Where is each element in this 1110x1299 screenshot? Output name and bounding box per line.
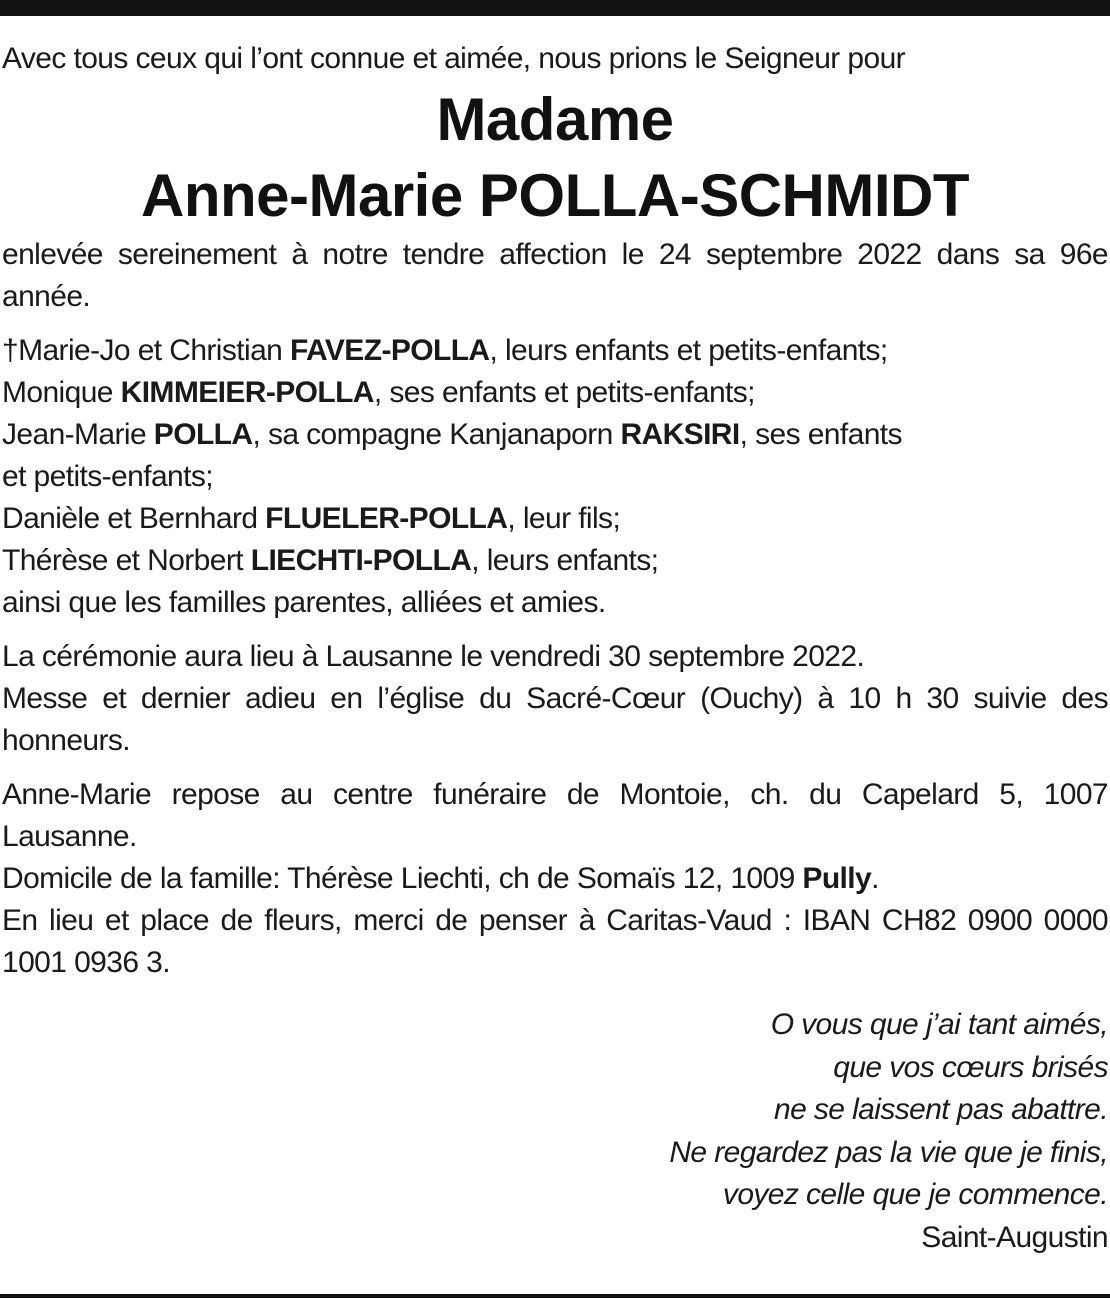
death-notice: enlevée sereinement à notre tendre affection le 24 septembre 2022 dans sa 96e année. [2,238,1108,313]
family-line: Jean-Marie POLLA, sa compagne Kanjanaporn RAKSIRI, ses enfants [2,418,902,451]
name-full: Anne-Marie POLLA-SCHMIDT [141,162,969,229]
details-info [2,774,1108,984]
deceased-name [2,82,1108,234]
ceremony-info [2,636,1108,762]
poem-line: Ne regardez pas la vie que je finis, [669,1135,1108,1169]
family-line: Monique KIMMEIER-POLLA, ses enfants et petits-enfants; [2,376,755,409]
family-line: Danièle et Bernhard FLUELER-POLLA, leur fils; [2,502,621,535]
domicile-text: Domicile de la famille: Thérèse Liechti, ch de Somaïs 12, 1009 Pully. [2,862,879,895]
poem-line: que vos cœurs brisés [833,1050,1108,1084]
poem-line: voyez celle que je commence. [722,1178,1108,1211]
family-line: et petits-enfants; [2,460,213,493]
ceremony-line: La cérémonie aura lieu à Lausanne le vendredi 30 septembre 2022. [2,640,865,673]
name-title: Madame [436,86,674,153]
obituary-notice [2,38,1108,1259]
family-line: †Marie-Jo et Christian FAVEZ-POLLA, leurs enfants et petits-enfants; [2,334,888,367]
ceremony-line: Messe et dernier adieu en l’église du Sacré-Cœur (Ouchy) à 10 h 30 suivie des honneurs. [2,682,1108,757]
repose-text: Anne-Marie repose au centre funéraire de Montoie, ch. du Capelard 5, 1007 Lausanne. [2,778,1108,853]
intro-text: Avec tous ceux qui l’ont connue et aimée, nous prions le Seigneur pour [2,42,906,75]
poem-quote [2,1004,1108,1259]
donation-text: En lieu et place de fleurs, merci de penser à Caritas-Vaud : IBAN CH82 0900 0000 1001 0936 3. [2,904,1108,979]
family-line: ainsi que les familles parentes, alliées et amies. [2,586,606,619]
poem-author: Saint-Augustin [921,1220,1108,1254]
family-line: Thérèse et Norbert LIECHTI-POLLA, leurs enfants; [2,544,659,577]
poem-line: O vous que j’ai tant aimés, [770,1008,1108,1041]
poem-line: ne se laissent pas abattre. [773,1093,1108,1126]
family-list [2,330,1108,624]
top-rule [0,0,1110,16]
bottom-rule [0,1294,1110,1298]
